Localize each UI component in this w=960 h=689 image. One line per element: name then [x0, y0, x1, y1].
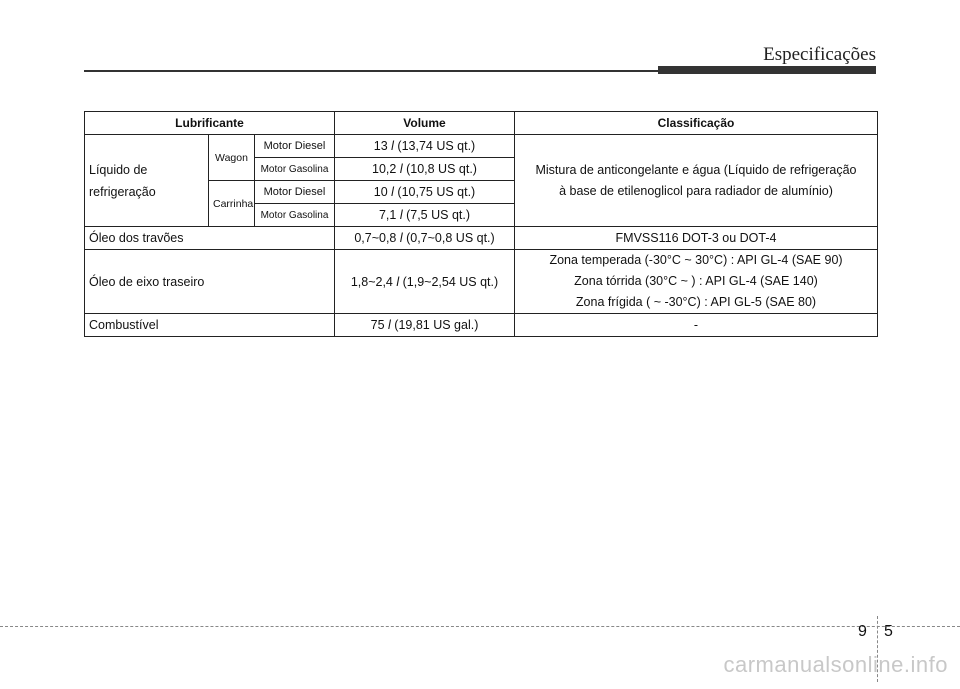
engine-type: Motor Diesel	[255, 181, 335, 204]
volume-unit: l	[396, 274, 400, 289]
lubricant-spec-table	[84, 111, 878, 337]
page-number-chapter: 9	[858, 623, 867, 640]
axle-class-line1: Zona temperada (-30°C ~ 30°C) : API GL-4 (SAE 90)	[549, 253, 843, 267]
volume-value: 10,2	[372, 162, 400, 176]
axle-oil-label: Óleo de eixo traseiro	[85, 250, 335, 314]
volume-value: 7,1	[378, 208, 400, 222]
page-number-page: 5	[884, 623, 893, 640]
volume-us: (7,5 US qt.)	[402, 208, 471, 222]
coolant-label-line1: Líquido de	[89, 162, 148, 177]
table-row	[85, 135, 878, 158]
axle-class-line2: Zona tórrida (30°C ~ ) : API GL-4 (SAE 140)	[574, 274, 818, 288]
table-row	[85, 227, 878, 250]
volume-unit: l	[391, 139, 394, 153]
watermark: carmanualsonline.info	[723, 652, 948, 677]
volume-unit: l	[388, 318, 391, 332]
engine-type: Motor Gasolina	[255, 204, 335, 227]
fuel-label: Combustível	[85, 314, 335, 337]
fuel-classification: -	[515, 314, 878, 337]
engine-type: Motor Gasolina	[255, 158, 335, 181]
table-header-row	[85, 112, 878, 135]
engine-type: Motor Diesel	[255, 135, 335, 158]
volume-value: 1,8~2,4	[350, 274, 397, 289]
volume-us: (0,7~0,8 US qt.)	[402, 231, 495, 245]
volume-cell	[335, 158, 515, 181]
volume-unit: l	[399, 208, 403, 222]
table-row	[85, 314, 878, 337]
coolant-label-line2: refrigeração	[89, 184, 156, 199]
coolant-label	[85, 135, 209, 227]
volume-cell	[335, 204, 515, 227]
volume-cell	[335, 227, 515, 250]
volume-us: (10,8 US qt.)	[402, 162, 477, 176]
carrinha-label: Carrinha	[209, 181, 255, 227]
header-classification: Classificação	[515, 112, 878, 135]
volume-unit: l	[391, 185, 394, 199]
brake-fluid-classification: FMVSS116 DOT-3 ou DOT-4	[515, 227, 878, 250]
coolant-class-line2: à base de etilenoglicol para radiador de alumínio)	[559, 183, 833, 198]
volume-value: 75	[370, 318, 389, 332]
footer-dashed-line	[0, 626, 960, 627]
coolant-classification	[515, 135, 878, 227]
wagon-label: Wagon	[209, 135, 255, 181]
volume-us: (1,9~2,54 US qt.)	[399, 274, 499, 289]
volume-cell	[335, 314, 515, 337]
header-volume: Volume	[335, 112, 515, 135]
brake-fluid-label: Óleo dos travões	[85, 227, 335, 250]
volume-cell	[335, 250, 515, 314]
volume-unit: l	[399, 231, 403, 245]
volume-us: (19,81 US gal.)	[390, 318, 479, 332]
volume-value: 10	[373, 185, 392, 199]
page-title: Especificações	[763, 44, 876, 65]
volume-us: (13,74 US qt.)	[393, 139, 476, 153]
table-row	[85, 250, 878, 314]
axle-oil-classification	[515, 250, 878, 314]
coolant-class-line1: Mistura de anticongelante e água (Líquido de refrigeração	[535, 162, 857, 177]
header-rule-thick	[658, 66, 876, 74]
volume-cell	[335, 181, 515, 204]
volume-unit: l	[399, 162, 403, 176]
volume-value: 0,7~0,8	[354, 231, 400, 245]
header-lubricant: Lubrificante	[85, 112, 335, 135]
volume-cell	[335, 135, 515, 158]
volume-us: (10,75 US qt.)	[393, 185, 476, 199]
axle-class-line3: Zona frígida ( ~ -30°C) : API GL-5 (SAE 80)	[575, 295, 817, 309]
volume-value: 13	[373, 139, 392, 153]
header-rule-thin	[84, 70, 662, 72]
